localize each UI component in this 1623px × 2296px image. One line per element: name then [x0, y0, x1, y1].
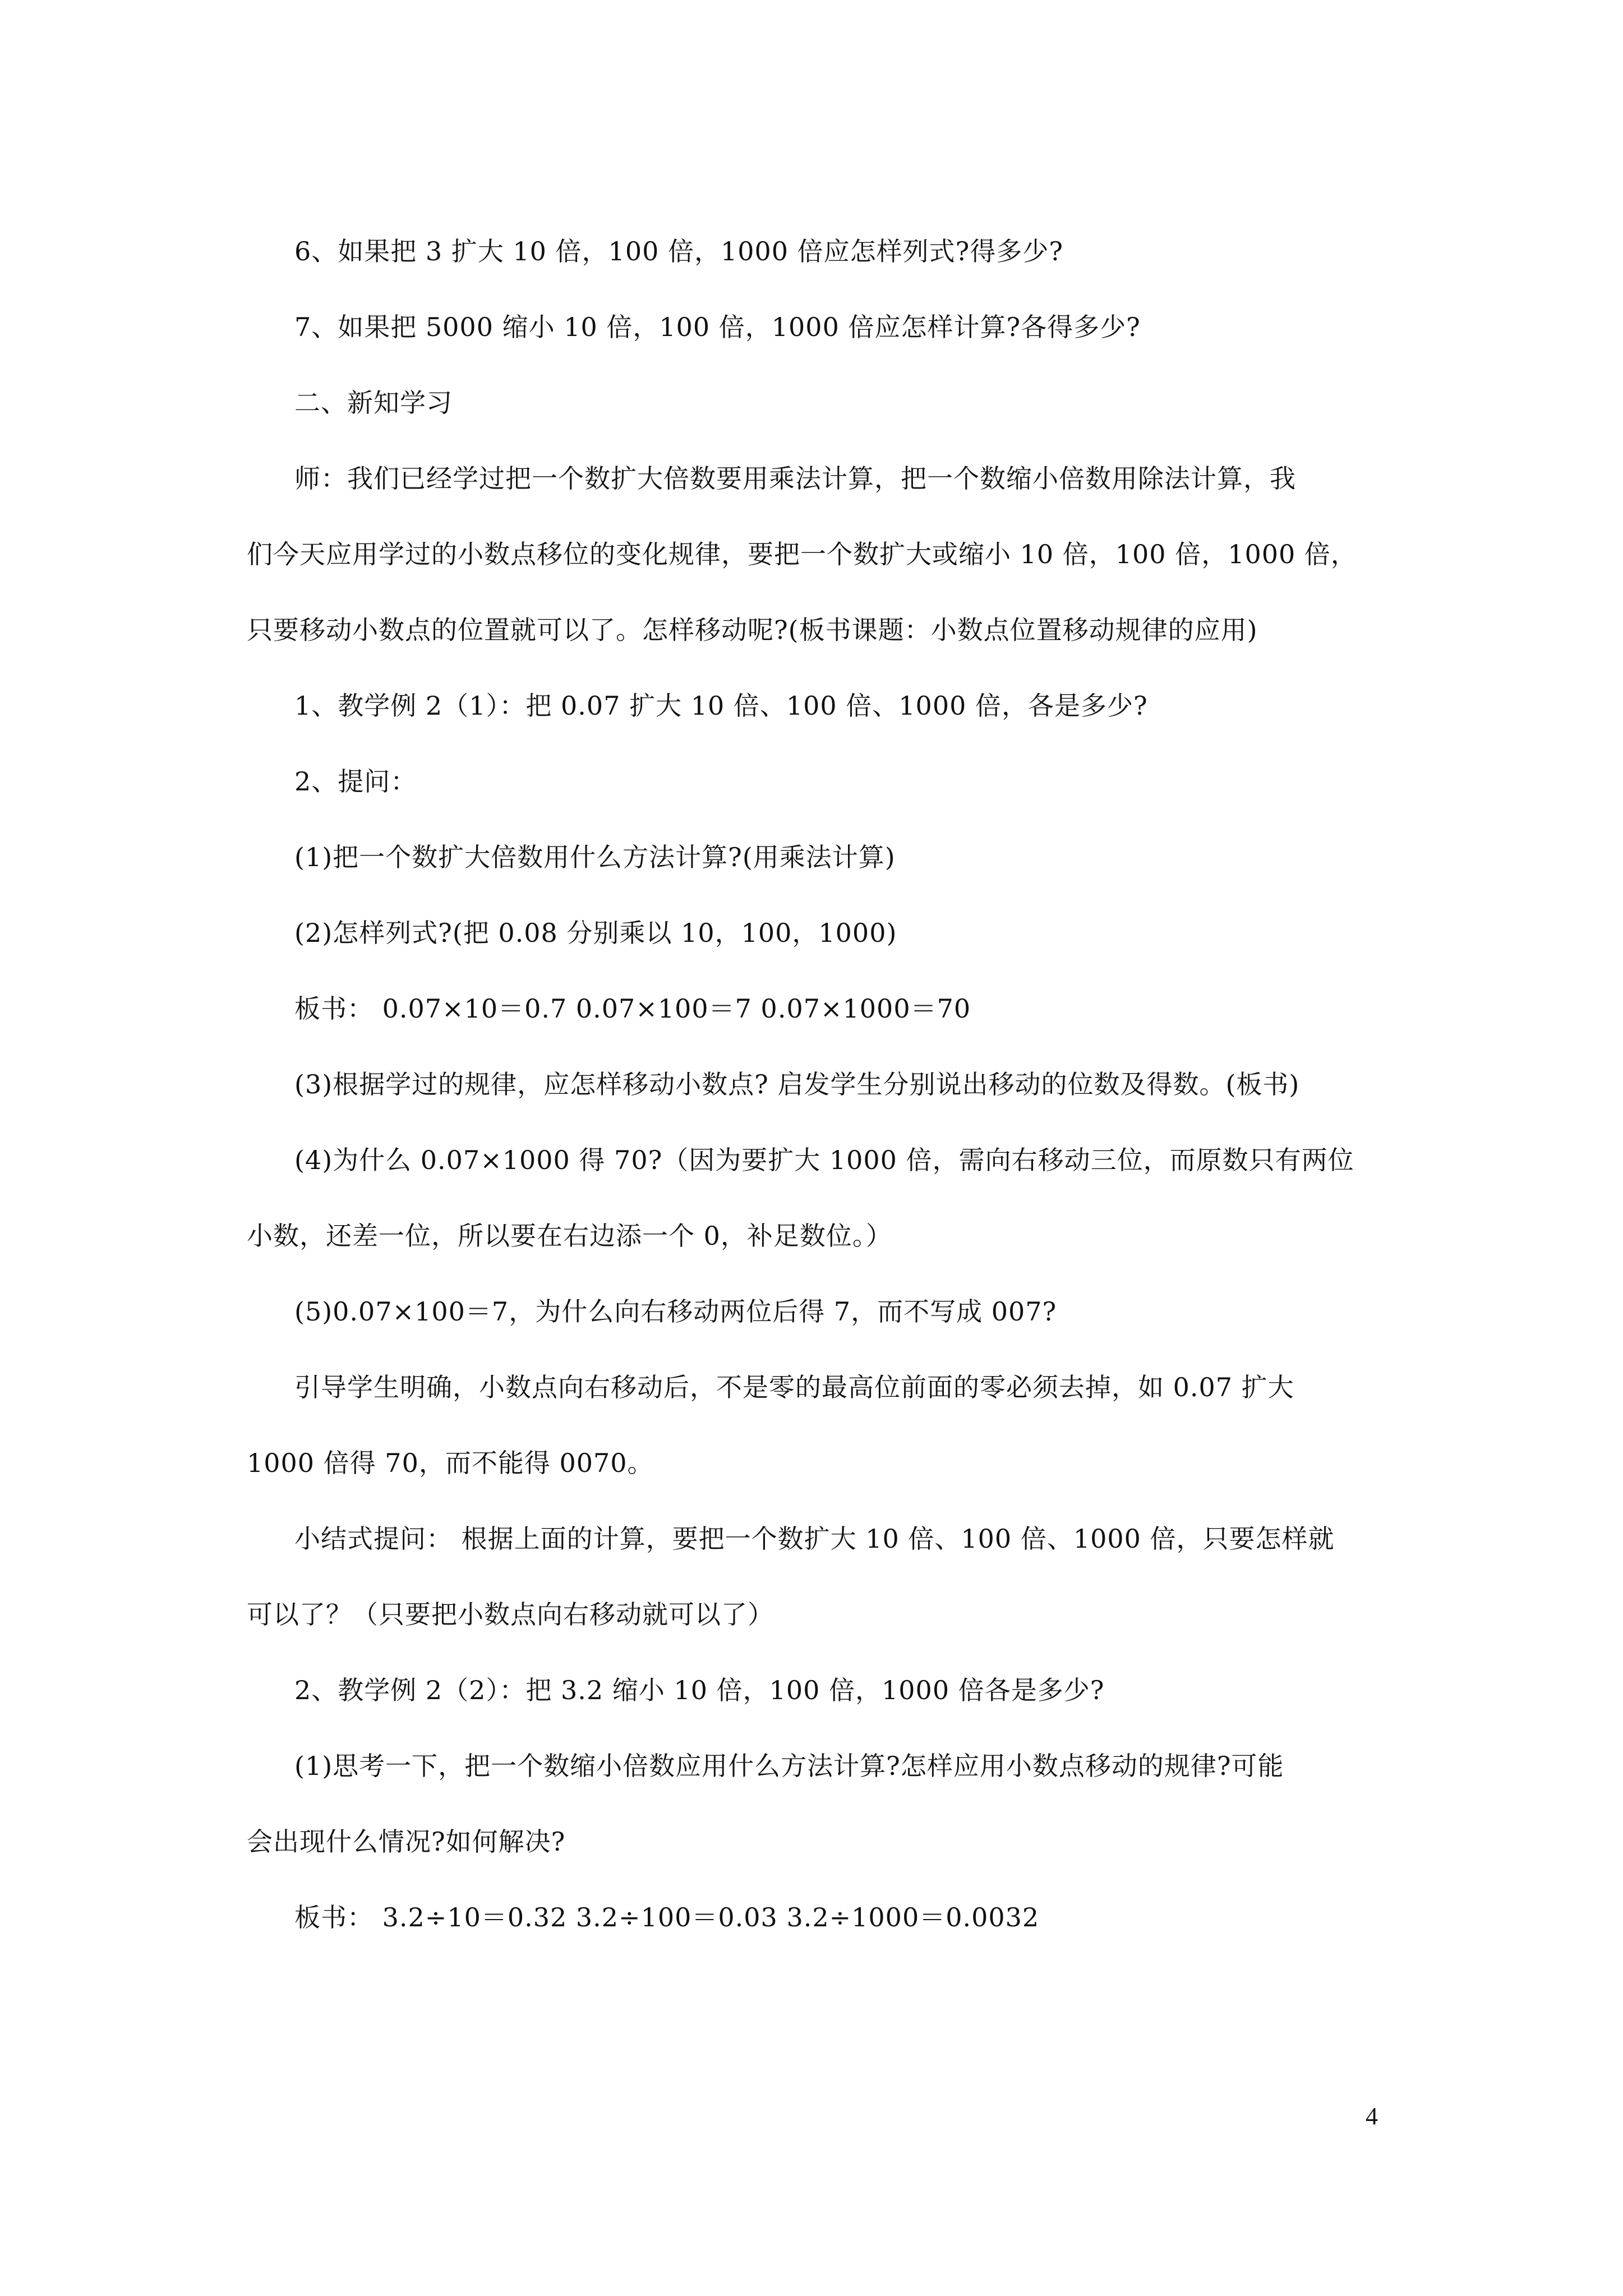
paragraph-line: 小结式提问： 根据上面的计算，要把一个数扩大 10 倍、100 倍、1000 倍，只要怎样就 — [294, 1524, 1335, 1554]
paragraph-line: (4)为什么 0.07×1000 得 70?（因为要扩大 1000 倍，需向右移动三位，而原数只有两位 — [294, 1145, 1354, 1175]
paragraph-line: 6、如果把 3 扩大 10 倍，100 倍，1000 倍应怎样列式?得多少? — [294, 236, 1063, 266]
section-heading: 二、新知学习 — [294, 388, 453, 418]
paragraph-line: 们今天应用学过的小数点移位的变化规律，要把一个数扩大或缩小 10 倍，100 倍，1000 倍， — [247, 539, 1357, 569]
paragraph-line: 引导学生明确，小数点向右移动后，不是零的最高位前面的零必须去掉，如 0.07 扩大 — [294, 1372, 1294, 1402]
paragraph-line: 7、如果把 5000 缩小 10 倍，100 倍，1000 倍应怎样计算?各得多少? — [294, 312, 1141, 342]
paragraph-line: 小数，还差一位，所以要在右边添一个 0，补足数位。） — [247, 1221, 892, 1251]
paragraph-line: (5)0.07×100＝7，为什么向右移动两位后得 7，而不写成 007? — [294, 1296, 1057, 1327]
paragraph-line: 1、教学例 2（1）：把 0.07 扩大 10 倍、100 倍、1000 倍，各是多少? — [294, 691, 1148, 721]
paragraph-line: 1000 倍得 70，而不能得 0070。 — [247, 1448, 654, 1478]
paragraph-line: 师：我们已经学过把一个数扩大倍数要用乘法计算，把一个数缩小倍数用除法计算，我 — [294, 463, 1296, 494]
paragraph-line: (1)把一个数扩大倍数用什么方法计算?(用乘法计算) — [294, 842, 896, 872]
paragraph-line: (2)怎样列式?(把 0.08 分别乘以 10，100，1000) — [294, 918, 897, 948]
board-writing-line: 板书： 0.07×10＝0.7 0.07×100＝7 0.07×1000＝70 — [294, 993, 971, 1024]
paragraph-line: 2、提问： — [294, 766, 417, 797]
paragraph-line: (3)根据学过的规律，应怎样移动小数点? 启发学生分别说出移动的位数及得数。(板书) — [294, 1069, 1300, 1099]
paragraph-line: 只要移动小数点的位置就可以了。怎样移动呢?(板书课题：小数点位置移动规律的应用) — [247, 615, 1258, 645]
paragraph-line: 可以了？（只要把小数点向右移动就可以了） — [247, 1599, 774, 1630]
paragraph-line: 2、教学例 2（2）：把 3.2 缩小 10 倍，100 倍，1000 倍各是多少? — [294, 1675, 1105, 1705]
board-writing-line: 板书： 3.2÷10＝0.32 3.2÷100＝0.03 3.2÷1000＝0.0032 — [294, 1902, 1040, 1932]
page-number: 4 — [1366, 2102, 1378, 2130]
paragraph-line: (1)思考一下，把一个数缩小倍数应用什么方法计算?怎样应用小数点移动的规律?可能 — [294, 1751, 1284, 1781]
paragraph-line: 会出现什么情况?如何解决? — [247, 1826, 566, 1857]
